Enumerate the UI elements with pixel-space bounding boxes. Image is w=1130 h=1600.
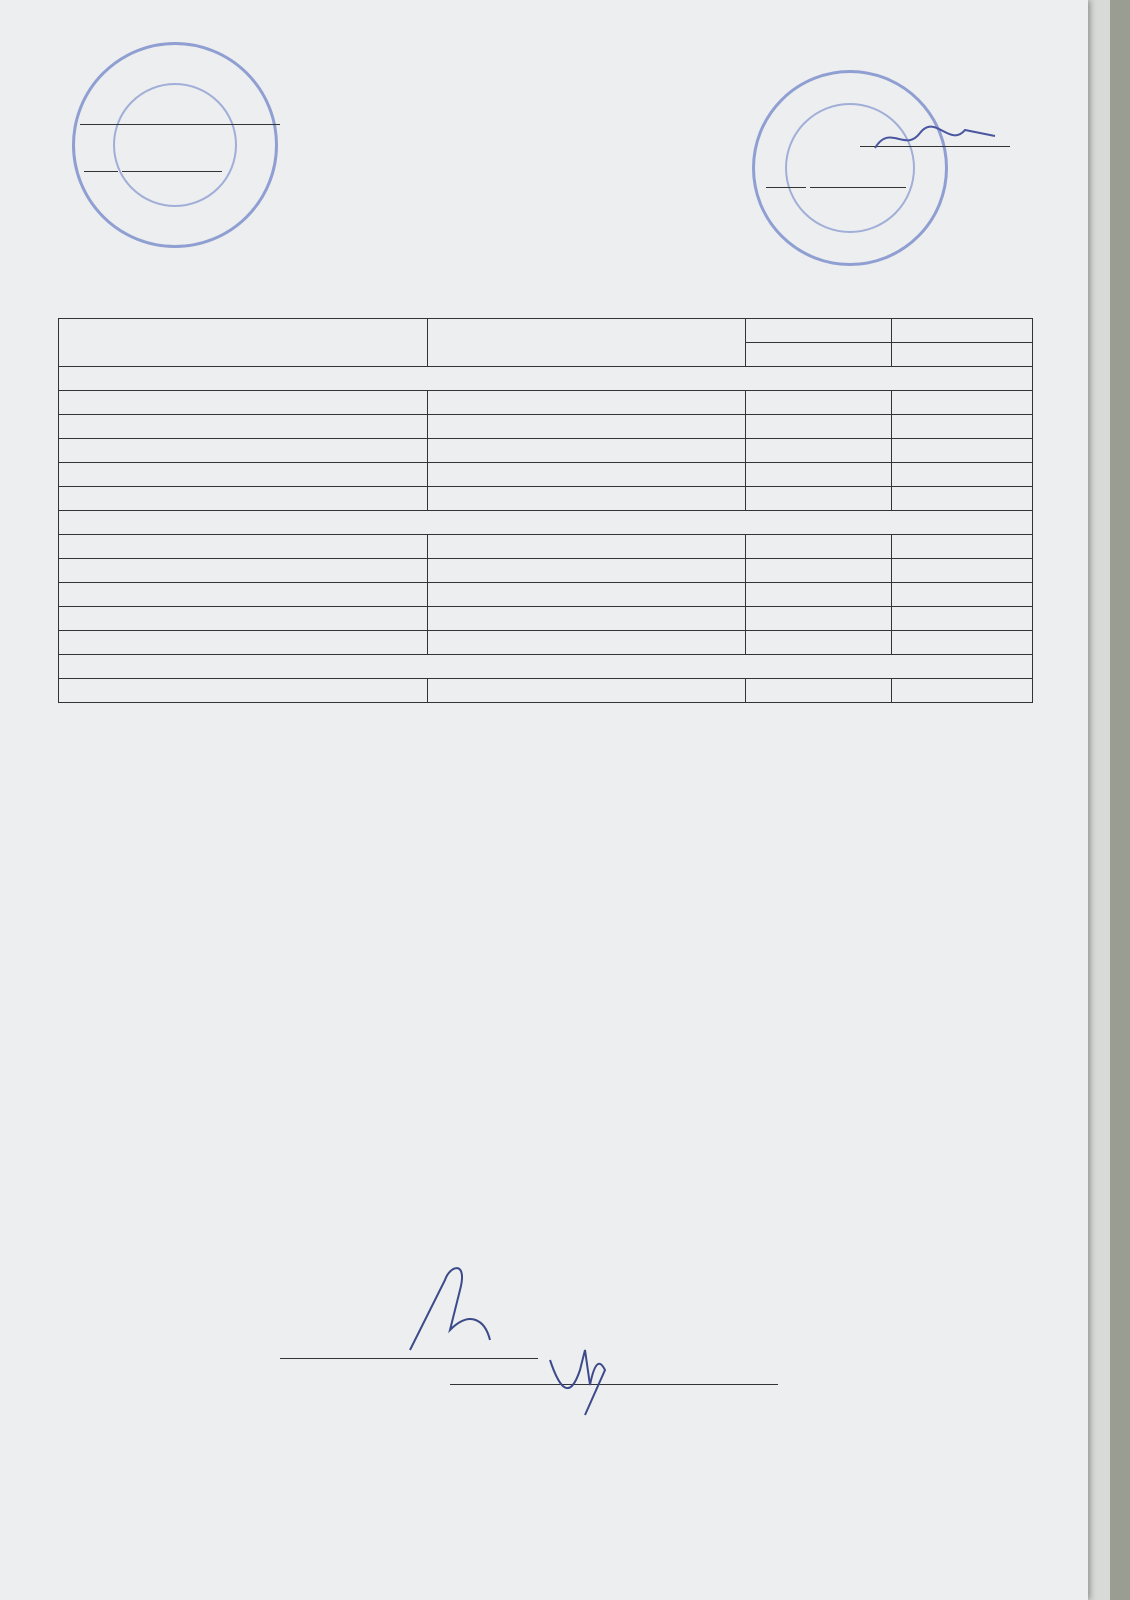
school-stamp (72, 42, 278, 248)
dish-name-kz (59, 535, 428, 559)
date-month (122, 171, 222, 172)
menu-row (59, 463, 1033, 487)
date-month (810, 187, 906, 188)
menu-row (59, 607, 1033, 631)
total-empty-cell (59, 487, 428, 511)
day-title (59, 367, 1033, 391)
menu-row (59, 583, 1033, 607)
dish-name-ru (428, 607, 746, 631)
dish-name-kz (59, 415, 428, 439)
dish-name-kz (59, 559, 428, 583)
dish-name-ru (428, 583, 746, 607)
menu-row (59, 679, 1033, 703)
menu-row (59, 391, 1033, 415)
approval-left-date (84, 160, 222, 177)
day-total-row (59, 487, 1033, 511)
total-empty-cell (59, 631, 428, 655)
dish-yield (746, 415, 892, 439)
header-price-kz (892, 319, 1033, 343)
day-total (892, 487, 1033, 511)
dish-price (892, 439, 1033, 463)
header-price-ru (892, 343, 1033, 367)
dish-yield (746, 679, 892, 703)
dish-name-ru (428, 415, 746, 439)
total-empty-cell (746, 487, 892, 511)
dish-yield (746, 583, 892, 607)
day-total (892, 631, 1033, 655)
dish-yield (746, 463, 892, 487)
dish-yield (746, 391, 892, 415)
total-empty-cell (746, 631, 892, 655)
menu-row (59, 535, 1033, 559)
dish-name-ru (428, 463, 746, 487)
total-empty-cell (428, 487, 746, 511)
dish-name-kz (59, 463, 428, 487)
day-header-row (59, 511, 1033, 535)
dish-name-ru (428, 535, 746, 559)
dish-price (892, 559, 1033, 583)
dish-price (892, 535, 1033, 559)
dish-name-kz (59, 583, 428, 607)
menu-row (59, 439, 1033, 463)
dish-price (892, 463, 1033, 487)
day-total-row (59, 631, 1033, 655)
menu-row (59, 415, 1033, 439)
accountant-signature (390, 1250, 510, 1370)
dish-yield (746, 607, 892, 631)
date-day (766, 187, 806, 188)
dish-price (892, 679, 1033, 703)
cook-signature (540, 1330, 620, 1420)
dish-name-kz (59, 439, 428, 463)
dish-price (892, 415, 1033, 439)
day-header-row (59, 367, 1033, 391)
dish-name-ru (428, 679, 746, 703)
dish-name-kz (59, 391, 428, 415)
approval-left-signature-line (80, 124, 280, 125)
day-title (59, 655, 1033, 679)
menu-row (59, 559, 1033, 583)
dish-name-ru (428, 559, 746, 583)
total-empty-cell (428, 631, 746, 655)
dish-name-kz (59, 679, 428, 703)
approval-right-date (766, 176, 906, 193)
company-stamp (752, 70, 948, 266)
header-name-kz (59, 319, 428, 367)
dish-name-ru (428, 391, 746, 415)
header-name-ru (428, 319, 746, 367)
day-header-row (59, 655, 1033, 679)
day-title (59, 511, 1033, 535)
dish-yield (746, 535, 892, 559)
dish-name-kz (59, 607, 428, 631)
header-yield-ru (746, 343, 892, 367)
director-signature (870, 118, 1000, 158)
dish-price (892, 607, 1033, 631)
dish-name-ru (428, 439, 746, 463)
dish-yield (746, 439, 892, 463)
dish-price (892, 391, 1033, 415)
menu-table (58, 318, 1033, 703)
dish-price (892, 583, 1033, 607)
date-day (84, 171, 118, 172)
dish-yield (746, 559, 892, 583)
header-yield-kz (746, 319, 892, 343)
